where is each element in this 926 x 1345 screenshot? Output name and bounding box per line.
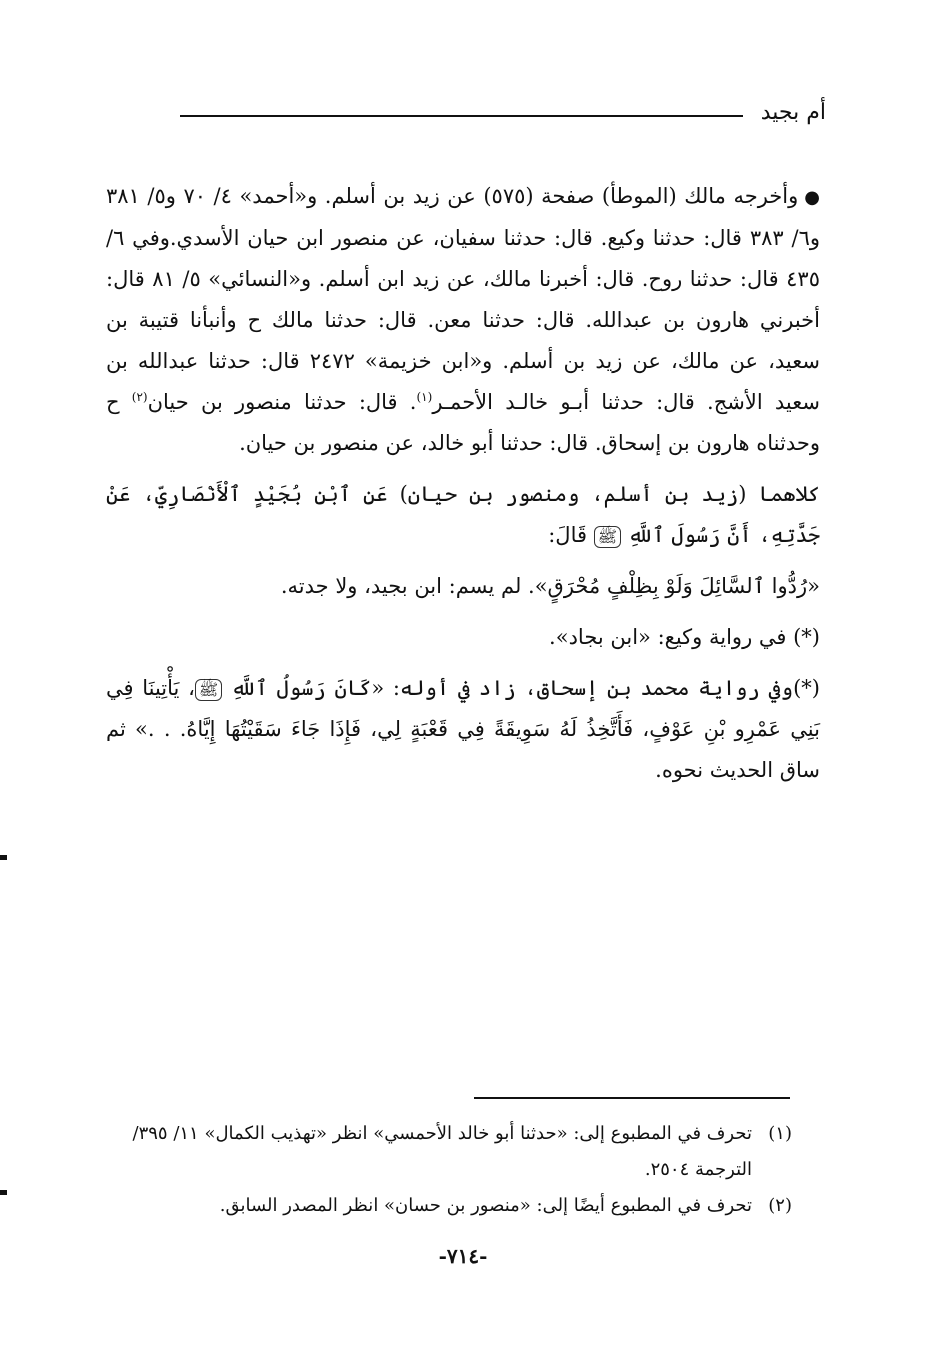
takhrij-text: وأخرجه مالك (الموطأ) صفحة (٥٧٥) عن زيد بن أسلم. و«أحمد» ٤/ ٧٠ و٥/ ٣٨١ و٦/ ٣٨٣ قال: حدثنا وكيع. قال: حدثنا سفيان، عن منصور ابن حيان الأسدي.وفي ٦/ ٤٣٥ قال: حدثنا روح. قال: أخبرنا مالك، عن زيد ابن أسلم. و«النسائي» ٥/ ٨١ قال: أخبرني هارون بن عبدالله. قال: حدثنا معن. قال: حدثنا مالك ح وأنبأنا قتيبة بن سعيد، عن مالك، عن زيد بن أسلم. و«ابن خزيمة» ٢٤٧٢ قال: حدثنا عبدالله بن سعيد الأشج. قال: حدثنا أبـو خالـد الأحمـر xyxy=(106,184,820,414)
footnote-text: تحرف في المطبوع أيضًا إلى: «منصور بن حسان» انظر المصدر السابق. xyxy=(219,1195,752,1216)
footnote-number: (١) xyxy=(768,1123,792,1144)
takhrij-text-mid: . قال: حدثنا منصور بن حيان xyxy=(147,390,417,414)
margin-mark xyxy=(0,855,7,860)
paragraph-note-ishaq xyxy=(106,668,820,791)
isnad-text: كلاهما (زيد بن أسلم، ومنصور بن حيان) عَنِ ٱبْنِ بُجَيْدٍ ٱلْأَنْصَارِيِّ، عَنْ جَدَّتِهِ، أَنَّ رَسُولَ ٱللَّهِ xyxy=(106,482,820,547)
bullet-icon: ● xyxy=(804,187,820,208)
note-ishaq-text-end: ، يَأْتِينَا فِي بَنِي عَمْرِو بْنِ عَوْفٍ، فَأَتَّخِذُ لَهُ سَوِيقَةً فِي قَعْبَةٍ لِي، فَإِذَا جَاءَ سَقَيْتُهَا إِيَّاهُ. . .» ثم ساق الحديث نحوه. xyxy=(106,676,820,782)
footnote-ref-1: (١) xyxy=(416,390,433,404)
salutation-icon: ﷺ xyxy=(594,526,621,548)
hadith-quote: «رُدُّوا ٱلسَّائِلَ وَلَوْ بِظِلْفٍ مُحْرَقٍ». xyxy=(528,574,820,598)
running-header xyxy=(180,96,826,128)
footnote-2 xyxy=(104,1188,790,1224)
paragraph-isnad xyxy=(106,474,820,556)
footnote-rule xyxy=(474,1097,790,1099)
hadith-note: لم يسم: ابن بجيد، ولا جدته. xyxy=(280,574,529,598)
note-ishaq-text: (*)وفي رواية محمد بن إسحاق، زاد في أوله: «كَانَ رَسُولُ ٱللَّهِ xyxy=(230,676,820,700)
footnotes xyxy=(104,1116,790,1224)
paragraph-hadith xyxy=(106,566,820,607)
header-title: أم بجيد xyxy=(760,99,826,125)
paragraph-takhrij xyxy=(106,176,820,464)
page-number: -٧١٤- xyxy=(438,1244,488,1268)
takhrij-text-end: ح وحدثناه هارون بن إسحاق. قال: حدثنا أبو خالد، عن منصور بن حيان. xyxy=(106,390,820,455)
note-waki-text: (*) في رواية وكيع: «ابن بجاد». xyxy=(549,625,820,649)
footnote-ref-2: (٢) xyxy=(131,390,148,404)
margin-mark xyxy=(0,1190,7,1195)
footnote-text: تحرف في المطبوع إلى: «حدثنا أبو خالد الأحمسي» انظر «تهذيب الكمال» ١١/ ٣٩٥/الترجمة ٢٥٠٤. xyxy=(132,1123,752,1180)
main-text xyxy=(106,176,820,791)
paragraph-note-waki xyxy=(106,617,820,658)
salutation-icon: ﷺ xyxy=(195,679,222,701)
footnote-1 xyxy=(104,1116,790,1188)
header-rule xyxy=(180,115,743,117)
isnad-text-end: قَالَ: xyxy=(548,523,594,547)
footnote-number: (٢) xyxy=(768,1195,792,1216)
